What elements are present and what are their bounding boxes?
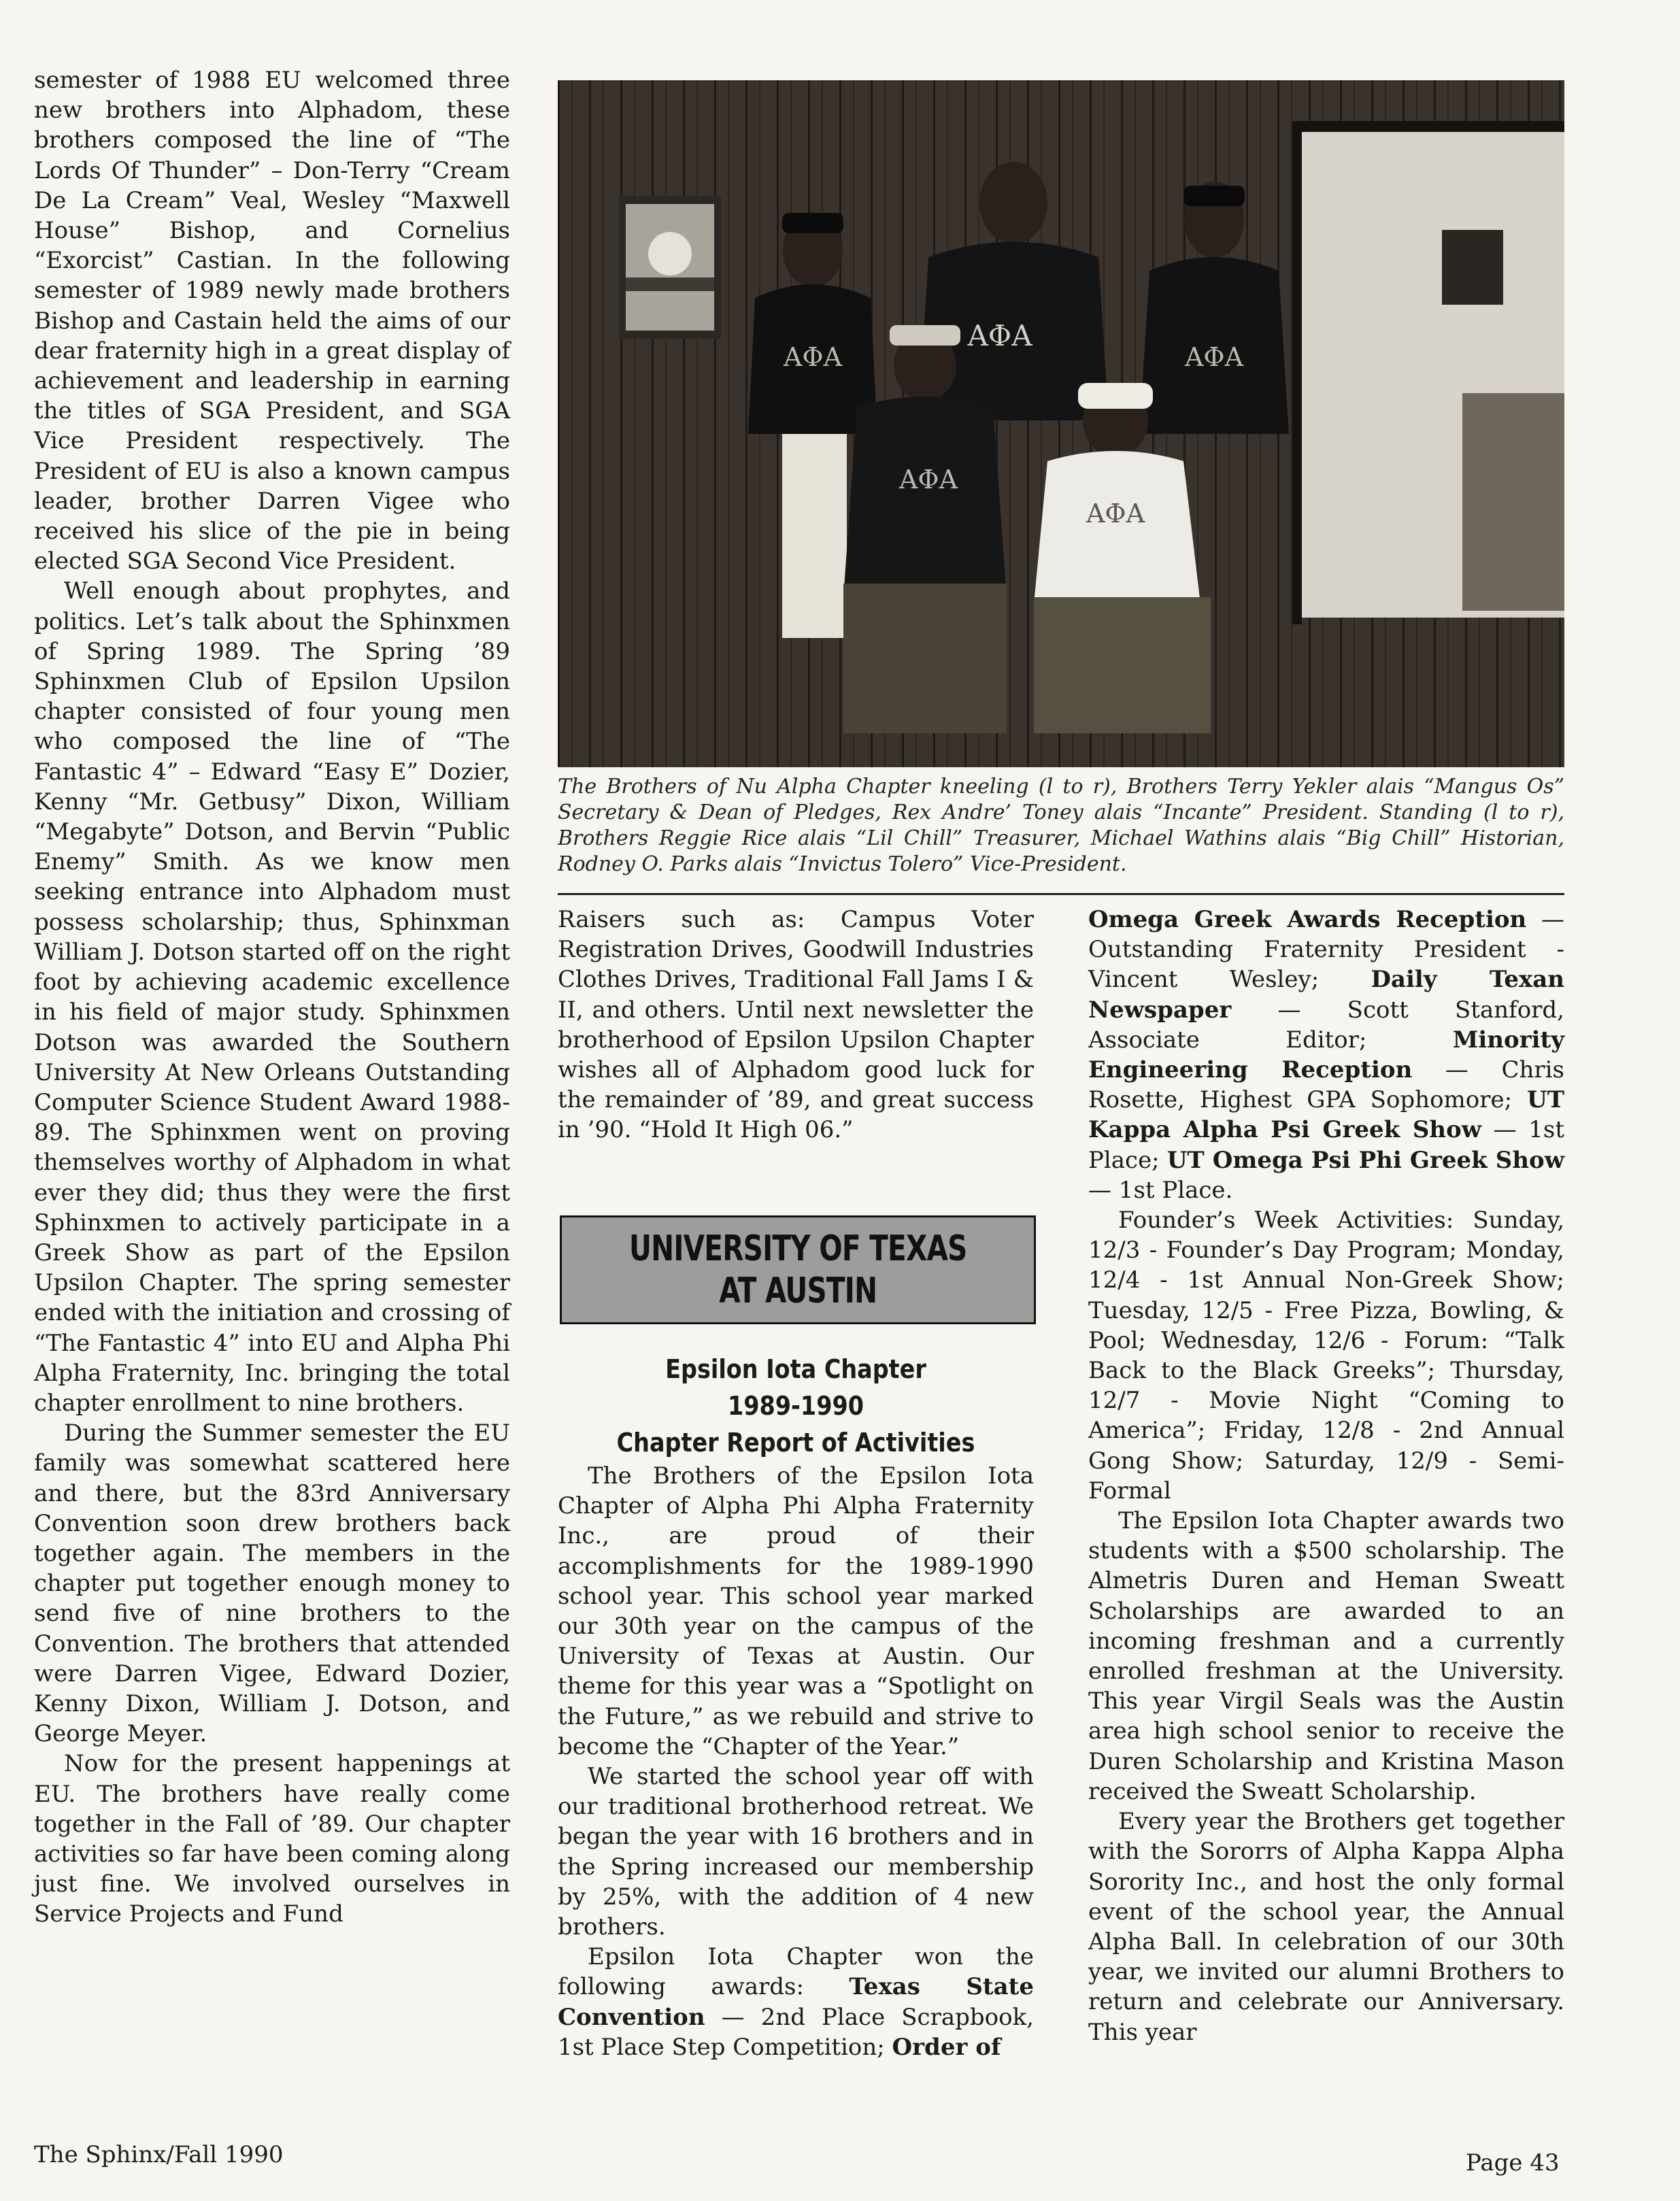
- sweatshirt-letters: ΑΦΑ: [1086, 499, 1145, 528]
- photo-caption: The Brothers of Nu Alpha Chapter kneeling (l to r), Brothers Terry Yekler alais “Mangus Os” Secretary & Dean of Pledges, Rex Andre’ Toney alais “Incante” President. Standing (l to r), Brothers Reggie Rice alais “Lil Chill” Treasurer, Michael Wathins alais “Big Chill” Historian, Rodney O. Parks alais “Invictus Tolero” Vice-President.: [558, 775, 1564, 876]
- paragraph: Now for the present happenings at EU. The brothers have really come together in the Fall of ’89. Our chapter activities so far have been coming along just fine. We involved ourselves in Service Projects and Fund: [34, 1750, 510, 1928]
- page-number: Page 43: [1466, 2149, 1560, 2177]
- article-column-middle: [558, 905, 1034, 1145]
- award-name: Daily Texan Newspaper: [1088, 966, 1565, 1024]
- text-run: — 2nd Place Scrapbook, 1st Place Step Competition;: [558, 2003, 1034, 2061]
- paragraph: [558, 1942, 1034, 2062]
- chapter-heading: [558, 1351, 1034, 1461]
- paragraph: [1088, 905, 1564, 1205]
- paragraph: Raisers such as: Campus Voter Registration Drives, Goodwill Industries Clothes Drives, Traditional Fall Jams I & II, and others. Until next newsletter the brotherhood of Epsilon Upsilon Chapter wishes all of Alphadom good luck for the remainder of ’89, and great success in ’90. “Hold It High 06.”: [558, 906, 1034, 1144]
- sweatshirt-letters: ΑΦΑ: [898, 465, 958, 494]
- text-run: — Scott Stanford, Associate Editor;: [1088, 996, 1564, 1054]
- paragraph: Founder’s Week Activities: Sunday, 12/3 - Founder’s Day Program; Monday, 12/4 - 1st Annual Non-Greek Show; Tuesday, 12/5 - Free Pizza, Bowling, & Pool; Wednesday, 12/6 - Forum: “Talk Back to the Black Greeks”; Thursday, 12/7 - Movie Night “Coming to America”; Friday, 12/8 - 2nd Annual Gong Show; Saturday, 12/9 - Semi-Formal: [1088, 1207, 1564, 1505]
- paragraph: Every year the Brothers get together with the Sororrs of Alpha Kappa Alpha Sorority Inc., and host the only formal event of the school year, the Annual Alpha Ball. In celebration of our 30th year, we invited our alumni Brothers to return and celebrate our Anniversary. This year: [1088, 1808, 1564, 2046]
- text-run: — Chris Rosette, Highest GPA Sophomore;: [1088, 1056, 1565, 1114]
- text-run: — 1st Place;: [1088, 1116, 1564, 1174]
- chapter-title: Epsilon Iota Chapter: [665, 1354, 926, 1384]
- text-run: — Outstanding Fraternity President - Vincent Wesley;: [1088, 906, 1565, 994]
- text-run: — 1st Place.: [1088, 1176, 1233, 1204]
- paragraph: We started the school year off with our traditional brotherhood retreat. We began the year with 16 brothers and in the Spring increased our membership by 25%, with the addition of 4 new brothers.: [558, 1763, 1034, 1941]
- group-photo: [558, 80, 1564, 767]
- award-name: Texas State Convention: [558, 1973, 1034, 2031]
- section-title: UNIVERSITY OF TEXAS AT AUSTIN: [628, 1228, 967, 1311]
- award-name: Omega Greek Awards Reception: [1088, 906, 1527, 933]
- award-name: UT Kappa Alpha Psi Greek Show: [1088, 1086, 1564, 1144]
- article-column-left: [34, 65, 510, 1930]
- paragraph: The Brothers of the Epsilon Iota Chapter of Alpha Phi Alpha Fraternity Inc., are proud of their accomplishments for the 1989-1990 school year. This school year marked our 30th year on the campus of the University of Texas at Austin. Our theme for this year was a “Spotlight on the Future,” as we rebuild and strive to become the “Chapter of the Year.”: [558, 1462, 1034, 1760]
- paragraph: Well enough about prophytes, and politics. Let’s talk about the Sphinxmen of Spring 1989. The Spring ’89 Sphinxmen Club of Epsilon Upsilon chapter consisted of four young men who composed the line of “The Fantastic 4” – Edward “Easy E” Dozier, Kenny “Mr. Getbusy” Dixon, William “Megabyte” Dotson, and Bervin “Public Enemy” Smith. As we know men seeking entrance into Alphadom must possess scholarship; thus, Sphinxman William J. Dotson started off on the right foot by achieving academic excellence in his field of major study. Sphinxmen Dotson was awarded the Southern University At New Orleans Outstanding Computer Science Student Award 1988-89. The Sphinxmen went on proving themselves worthy of Alphadom in what ever they did; thus they were the first Sphinxmen to actively participate in a Greek Show as part of the Epsilon Upsilon Chapter. The spring semester ended with the initiation and crossing of “The Fantastic 4” into EU and Alpha Phi Alpha Fraternity, Inc. bringing the total chapter enrollment to nine brothers.: [34, 577, 510, 1417]
- section-banner: [560, 1215, 1036, 1324]
- sweatshirt-letters: ΑΦΑ: [783, 342, 843, 372]
- text-run: Epsilon Iota Chapter won the following awards:: [558, 1943, 1034, 2001]
- publication-footer: The Sphinx/Fall 1990: [34, 2141, 284, 2168]
- chapter-years: 1989-1990: [727, 1391, 864, 1421]
- award-name: Order of: [892, 2033, 1001, 2061]
- award-name: UT Omega Psi Phi Greek Show: [1166, 1146, 1565, 1174]
- paragraph: During the Summer semester the EU family was somewhat scattered here and there, but the 83rd Anniversary Convention soon drew brothers back together again. The members in the chapter put together enough money to send five of nine brothers to the Convention. The brothers that attended were Darren Vigee, Edward Dozier, Kenny Dixon, William J. Dotson, and George Meyer.: [34, 1419, 510, 1748]
- sweatshirt-letters: ΑΦΑ: [1184, 342, 1244, 372]
- divider: [558, 893, 1564, 895]
- award-name: Minority Engineering Reception: [1088, 1026, 1564, 1084]
- photo-illustration: [558, 80, 1564, 767]
- chapter-subtitle: Chapter Report of Activities: [616, 1428, 975, 1458]
- paragraph: The Epsilon Iota Chapter awards two students with a $500 scholarship. The Almetris Duren and Heman Sweatt Scholarships are awarded to an incoming freshman and a currently enrolled freshman at the University. This year Virgil Seals was the Austin area high school senior to receive the Duren Scholarship and Kristina Mason received the Sweatt Scholarship.: [1088, 1507, 1564, 1805]
- article-column-right: [1088, 905, 1564, 2047]
- paragraph: semester of 1988 EU welcomed three new brothers into Alphadom, these brothers composed the line of “The Lords Of Thunder” – Don-Terry “Cream De La Cream” Veal, Wesley “Maxwell House” Bishop, and Cornelius “Exorcist” Castian. In the following semester of 1989 newly made brothers Bishop and Castain held the aims of our dear fraternity high in a great display of achievement and leadership in earning the titles of SGA President, and SGA Vice President respectively. The President of EU is also a known campus leader, brother Darren Vigee who received his slice of the pie in being elected SGA Second Vice President.: [34, 67, 510, 575]
- article-column-middle-continued: [558, 1461, 1034, 2062]
- sweatshirt-letters: ΑΦΑ: [967, 319, 1032, 352]
